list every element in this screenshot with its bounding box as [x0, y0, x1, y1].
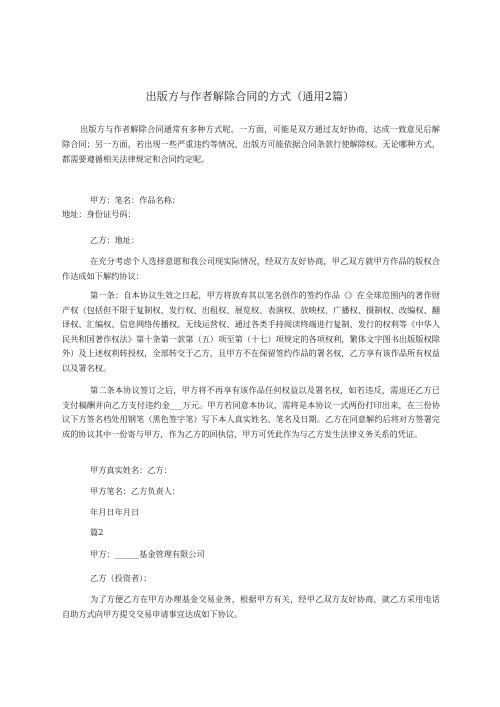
- part-2-party-a-line: 甲方：______基金管理有限公司: [90, 549, 205, 559]
- part-2-label: 篇2: [90, 527, 104, 537]
- part-2-party-b-line: 乙方（投资者）：: [90, 573, 152, 583]
- signature-date-line: 年月日年月日: [90, 507, 140, 517]
- party-a-pen-line: 甲方：笔名：作品名称：: [90, 195, 181, 205]
- part-2-intro-paragraph: 为了方便乙方在甲方办理基金交易业务，根据甲方有关，经甲乙双方友好协商，就乙方采用电话自助方式向甲方提交交易申请事宜达成如下协议。: [62, 594, 440, 619]
- agreement-intro-paragraph: 在充分考虑个人选择意愿和我公司现实际情况，经双方友好协商，甲乙双方就甲方作品的版权合作达成如下解约协议：: [62, 256, 440, 281]
- signature-real-name-line: 甲方真实姓名：乙方：: [90, 465, 172, 475]
- address-id-line: 地址：身份证号码：: [62, 209, 136, 219]
- clause-1-paragraph: 第一条：自本协议生效之日起，甲方将放弃其以笔名创作的签约作品《》在全球范围内的著作财产权（包括但不限于复制权、发行权、出租权、展览权、表演权、放映权、广播权、摄制权、改编权、翻译权、汇编权、信息网络传播权、无线运营权、通过各类手持阅读终端进行复制、发行的权利等《中华人民共和国著作权法》第十条第一款第（五）项至第（十七）项规定的各项权利，繁体文字图书出版版权除外）及上述权利转授权，全部转交于乙方，且甲方不在保留签约作品的署名权，乙方享有该作品所有权益以及署名权。: [62, 290, 440, 373]
- intro-paragraph: 出版方与作者解除合同通常有多种方式呢。一方面，可能是双方通过友好协商，达成一致意见后解除合同；另一方面，若出现一些严重违约等情况，出版方可能依据合同条款行使解除权。无论哪种方式，都需要遵循相关法律规定和合同约定呢。: [62, 124, 440, 164]
- party-b-address-line: 乙方：地址：: [90, 235, 140, 245]
- document-title: 出版方与作者解除合同的方式（通用2篇）: [145, 90, 355, 103]
- signature-pen-name-line: 甲方笔名：乙方负责人：: [90, 486, 181, 496]
- clause-2-paragraph: 第二条本协议签订之后，甲方将不再享有该作品任何权益以及署名权，如若违反，需退还乙方已支付稿酬并向乙方支付违约金___万元。甲方若同意本协议，需将是本协议一式两份打印出来，在三份协议下方签名档处用钢笔（黑色签字笔）写下本人真实姓名、笔名及日期。乙方在同意解约后将对方签署完成的协议其中一份寄与甲方，作为乙方的回执信，甲方可凭此作为与乙方发生法律义务关系的凭证。: [62, 385, 440, 439]
